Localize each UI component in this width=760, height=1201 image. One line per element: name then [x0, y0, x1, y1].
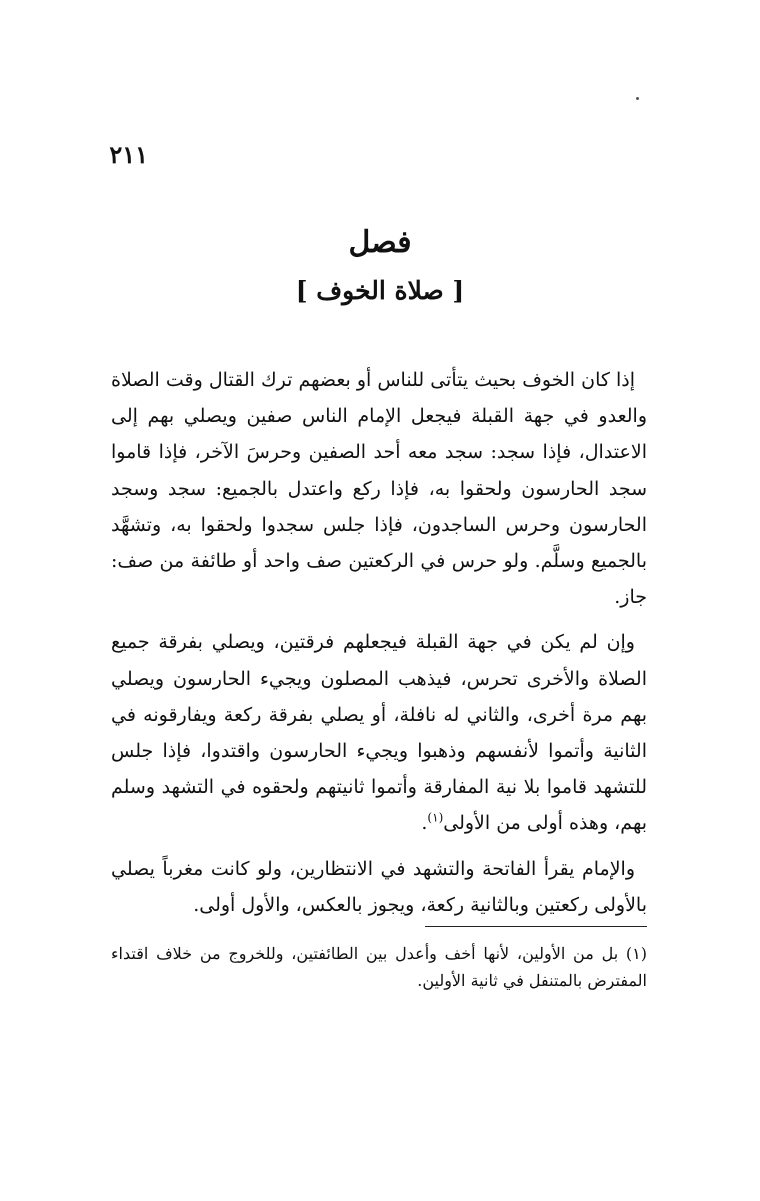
footnote [111, 940, 647, 994]
body-text [111, 362, 647, 932]
paragraph-3: والإمام يقرأ الفاتحة والتشهد في الانتظارين، ولو كانت مغرباً يصلي بالأولى ركعتين وبالثانية ركعة، ويجوز بالعكس، والأول أولى. [111, 857, 647, 916]
paragraph-2 [111, 624, 647, 841]
footnote-text: (١) بل من الأولين، لأنها أخف وأعدل بين الطائفتين، وللخروج من خلاف اقتداء المفترض بالمتنفل في ثانية الأولين. [111, 944, 647, 990]
page-number: ٢١١ [109, 140, 148, 169]
paragraph-1: إذا كان الخوف بحيث يتأتى للناس أو بعضهم ترك القتال وقت الصلاة والعدو في جهة القبلة فيجعل الإمام الناس صفين ويصلي بهم إلى الاعتدال، فإذا سجد: سجد معه أحد الصفين وحرسَ الآخر، فإذا قاموا سجد الحارسون ولحقوا به، فإذا ركع واعتدل بالجميع: سجد وسجد الحارسون وحرس الساجدون، فإذا جلس سجدوا ولحقوا به، وتشهَّد بالجميع وسلَّم. ولو حرس في الركعتين صف واحد أو طائفة من صف: جاز. [111, 369, 647, 609]
paragraph-2-text: وإن لم يكن في جهة القبلة فيجعلهم فرقتين، ويصلي بفرقة جميع الصلاة والأخرى تحرس، فيذهب المصلون ويجيء الحارسون ويصلي بهم مرة أخرى، والثاني له نافلة، أو يصلي بفرقة ركعة ويفارقونه في الثانية وأتموا لأنفسهم وذهبوا ويجيء الحارسون واقتدوا، فإذا جلس للتشهد قاموا بلا نية المفارقة وأتموا ثانيتهم ولحقوه في التشهد وسلم بهم، وهذه أولى من الأولى [111, 631, 647, 835]
scan-dot-mark [636, 97, 639, 100]
section-title: [ صلاة الخوف ] [295, 276, 465, 305]
footnote-reference: (١) [427, 811, 444, 826]
footnote-divider [425, 926, 647, 927]
paragraph-2-tail: . [421, 812, 428, 835]
chapter-heading: فصل [348, 225, 412, 260]
